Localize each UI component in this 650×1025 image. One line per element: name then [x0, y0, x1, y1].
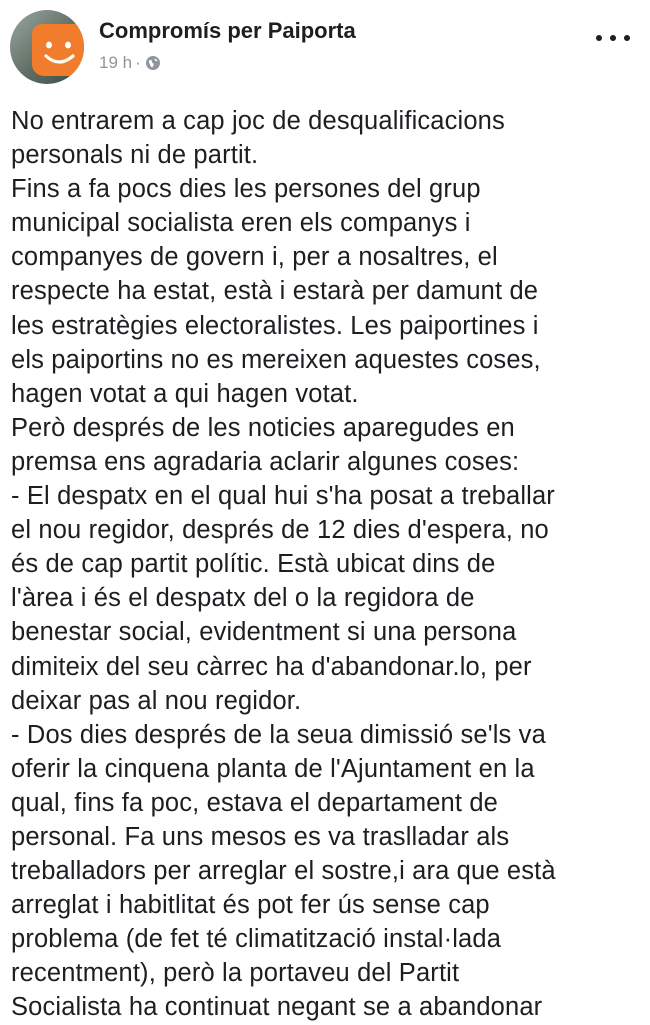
more-dot	[596, 35, 602, 41]
page-avatar[interactable]	[10, 10, 84, 84]
post-meta	[99, 52, 161, 74]
meta-separator: ·	[135, 53, 141, 72]
post-text-line: qual, fins fa poc, estava el departament de	[11, 788, 499, 817]
post-text-line: hagen votat a qui hagen votat.	[11, 379, 359, 408]
post-text-line: Però després de les noticies aparegudes en	[11, 413, 515, 442]
more-dot	[624, 35, 630, 41]
post-text-line: municipal socialista eren els companys i	[11, 209, 471, 238]
post-text-line: oferir la cinquena planta de l'Ajuntament en la	[11, 754, 535, 783]
post-text-line: el nou regidor, després de 12 dies d'espera, no	[11, 516, 549, 545]
post-text-line: treballadors per arreglar el sostre,i ara que està	[11, 857, 556, 886]
post-text-line: benestar social, evidentment si una persona	[11, 618, 517, 647]
more-options-icon[interactable]	[596, 28, 630, 48]
post-text-line: arreglat i habitlitat és pot fer ús sense cap	[11, 891, 490, 920]
post-text-line: dimiteix del seu càrrec ha d'abandonar.lo, per	[11, 652, 532, 681]
post-text-line: - El despatx en el qual hui s'ha posat a treballar	[11, 482, 555, 511]
post-text	[11, 104, 641, 1025]
post-text-line: els paiportins no es mereixen aquestes coses,	[11, 345, 541, 374]
post-text-line: Fins a fa pocs dies les persones del grup	[11, 175, 481, 204]
post-text-line: recentment), però la portaveu del Partit	[11, 959, 460, 988]
post-text-line: problema (de fet té climatització instal·lada	[11, 925, 502, 954]
post-text-line: respecte ha estat, està i estarà per damunt de	[11, 277, 539, 306]
post-text-line: - Dos dies després de la seua dimissió se'ls va	[11, 720, 546, 749]
post-text-line: personals ni de partit.	[11, 141, 259, 170]
post-text-line: Socialista ha continuat negant se a abandonar	[11, 993, 543, 1022]
post-text-line: premsa ens agradaria aclarir algunes coses:	[11, 447, 520, 476]
post-text-line: No entrarem a cap joc de desqualificacions	[11, 107, 505, 135]
more-dot	[610, 35, 616, 41]
post-text-line: personal. Fa uns mesos es va traslladar als	[11, 822, 510, 851]
globe-icon	[145, 55, 161, 71]
post-text-line: l'àrea i és el despatx del o la regidora de	[11, 584, 475, 613]
post-text-line: les estratègies electoralistes. Les paiportines i	[11, 311, 539, 340]
post-text-line: companyes de govern i, per a nosaltres, el	[11, 243, 498, 272]
post-text-line: deixar pas al nou regidor.	[11, 686, 302, 715]
post-header	[0, 0, 650, 90]
author-name[interactable]: Compromís per Paiporta	[99, 18, 356, 43]
post-text-line: és de cap partit polític. Està ubicat dins de	[11, 550, 496, 579]
post-timestamp[interactable]: 19 h	[99, 53, 133, 72]
organization-logo	[32, 24, 84, 76]
